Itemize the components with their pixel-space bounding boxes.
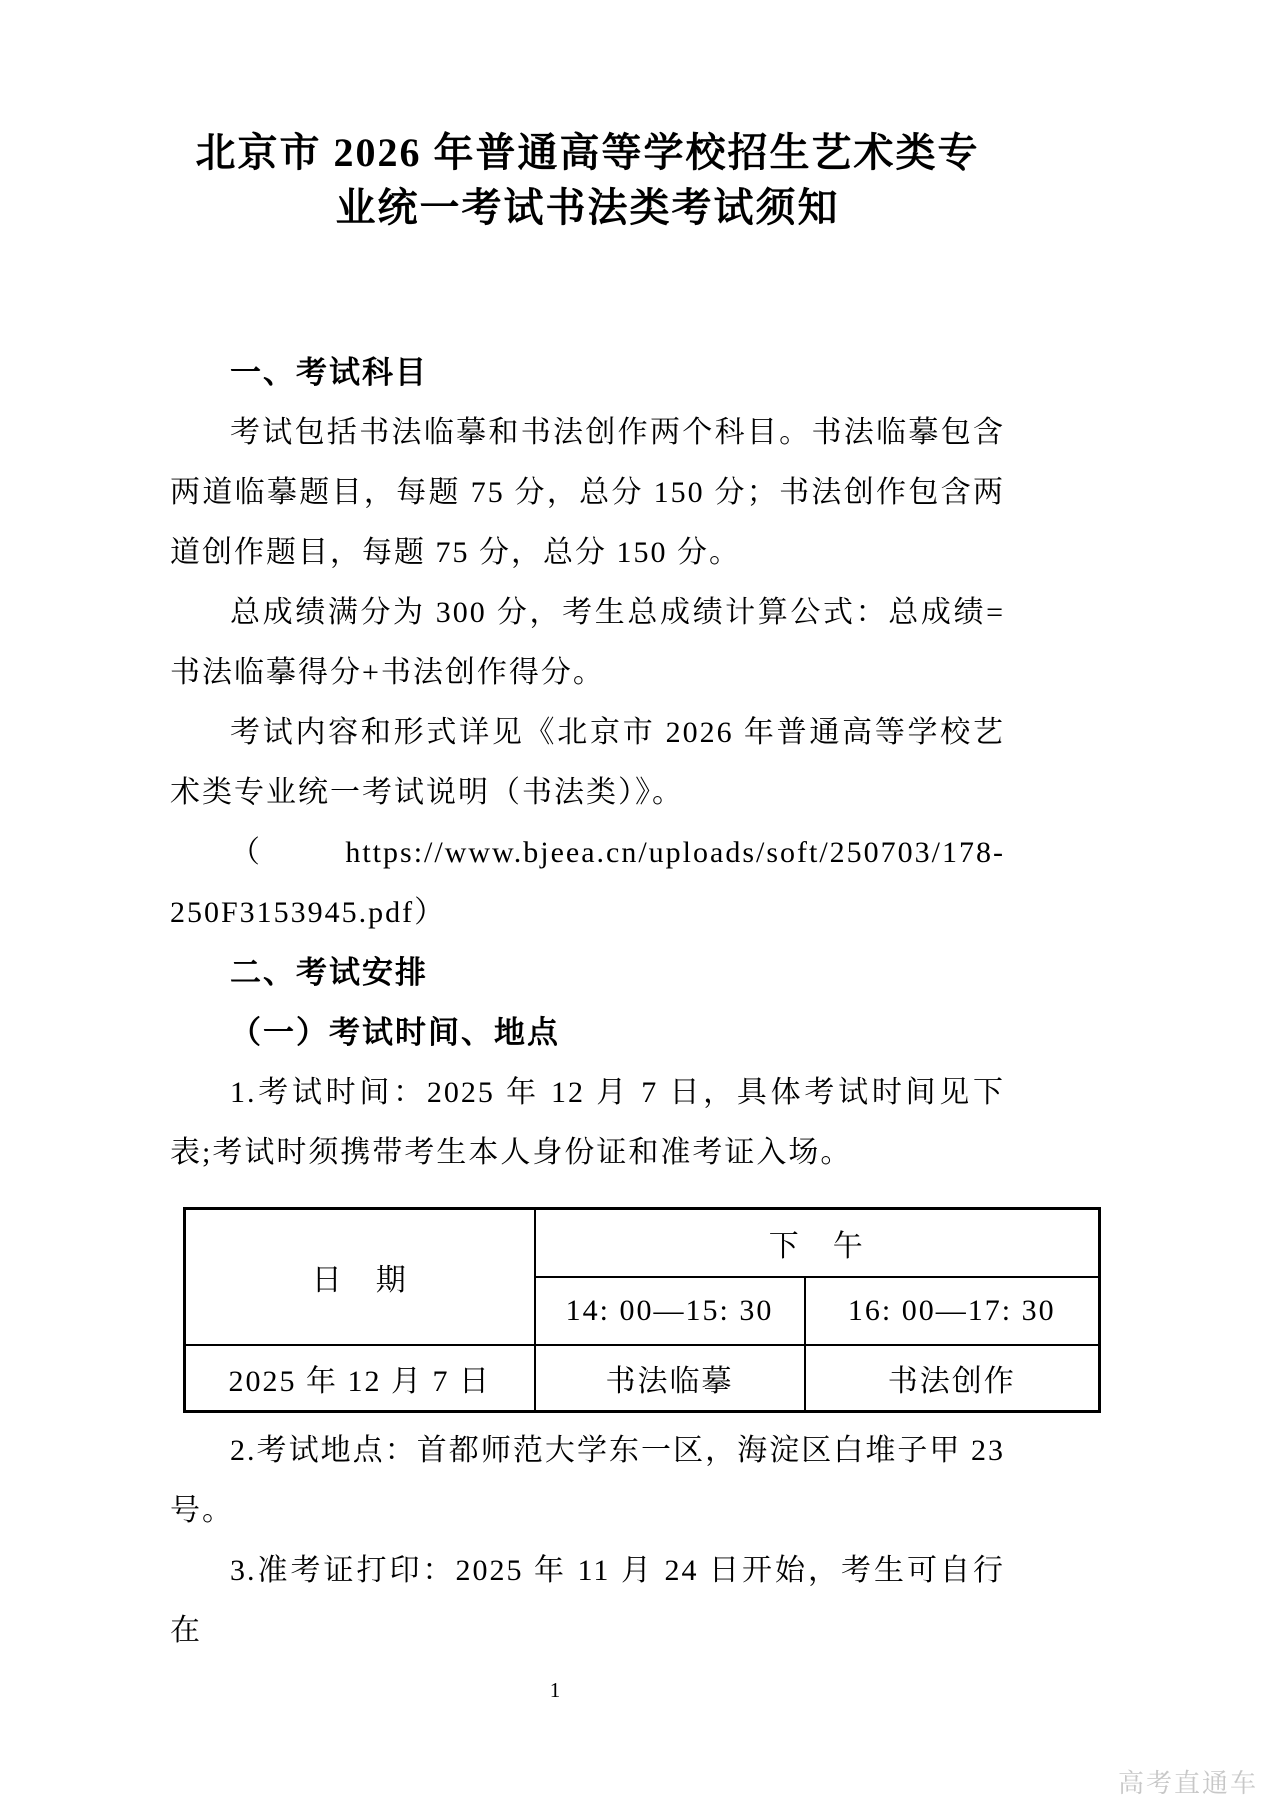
exam-schedule-table (183, 1207, 1101, 1413)
section-2-paragraph-exam-time: 1.考试时间：2025 年 12 月 7 日，具体考试时间见下表;考试时须携带考生本人身份证和准考证入场。 (170, 1076, 1005, 1169)
section-1-heading: 一、考试科目 (230, 355, 428, 390)
table-row-exam-date (185, 1345, 1100, 1412)
page-title (193, 125, 983, 235)
section-1-paragraph-total-score: 总成绩满分为 300 分，考生总成绩计算公式：总成绩=书法临摹得分+书法创作得分。 (170, 596, 1005, 689)
document-content (170, 0, 1056, 1661)
table-header-slot-2: 16: 00—17: 30 (805, 1277, 1100, 1345)
watermark: 高考直通车 (1117, 1768, 1258, 1798)
page-number: 1 (549, 1678, 561, 1702)
table-cell-subject-2: 书法创作 (805, 1345, 1100, 1412)
section-2-paragraph-location: 2.考试地点：首都师范大学东一区，海淀区白堆子甲 23 号。 (170, 1434, 1005, 1527)
table-header-row-1 (185, 1209, 1100, 1278)
table-cell-subject-1: 书法临摹 (535, 1345, 805, 1412)
page-title-line-1: 北京市 2026 年普通高等学校招生艺术类专 (195, 130, 980, 175)
section-1-paragraph-subjects: 考试包括书法临摹和书法创作两个科目。书法临摹包含两道临摹题目，每题 75 分，总分 150 分；书法创作包含两道创作题目，每题 75 分，总分 150 分。 (170, 416, 1005, 569)
table-header-afternoon: 下 午 (535, 1209, 1100, 1278)
section-1-paragraph-reference: 考试内容和形式详见《北京市 2026 年普通高等学校艺术类专业统一考试说明（书法类）》。 (170, 716, 1005, 809)
page-title-line-2: 业统一考试书法类考试须知 (335, 185, 840, 230)
table-cell-date: 2025 年 12 月 7 日 (185, 1345, 535, 1412)
section-2-paragraph-admission-ticket: 3.准考证打印：2025 年 11 月 24 日开始，考生可自行在 (170, 1554, 1005, 1647)
table-header-date: 日 期 (185, 1209, 535, 1346)
section-2-sub-heading: （一）考试时间、地点 (230, 1015, 560, 1050)
section-1-paragraph-url: （https://www.bjeea.cn/uploads/soft/250703/178-250F3153945.pdf） (170, 836, 1005, 929)
table-header-slot-1: 14: 00—15: 30 (535, 1277, 805, 1345)
section-2-heading: 二、考试安排 (230, 955, 428, 990)
